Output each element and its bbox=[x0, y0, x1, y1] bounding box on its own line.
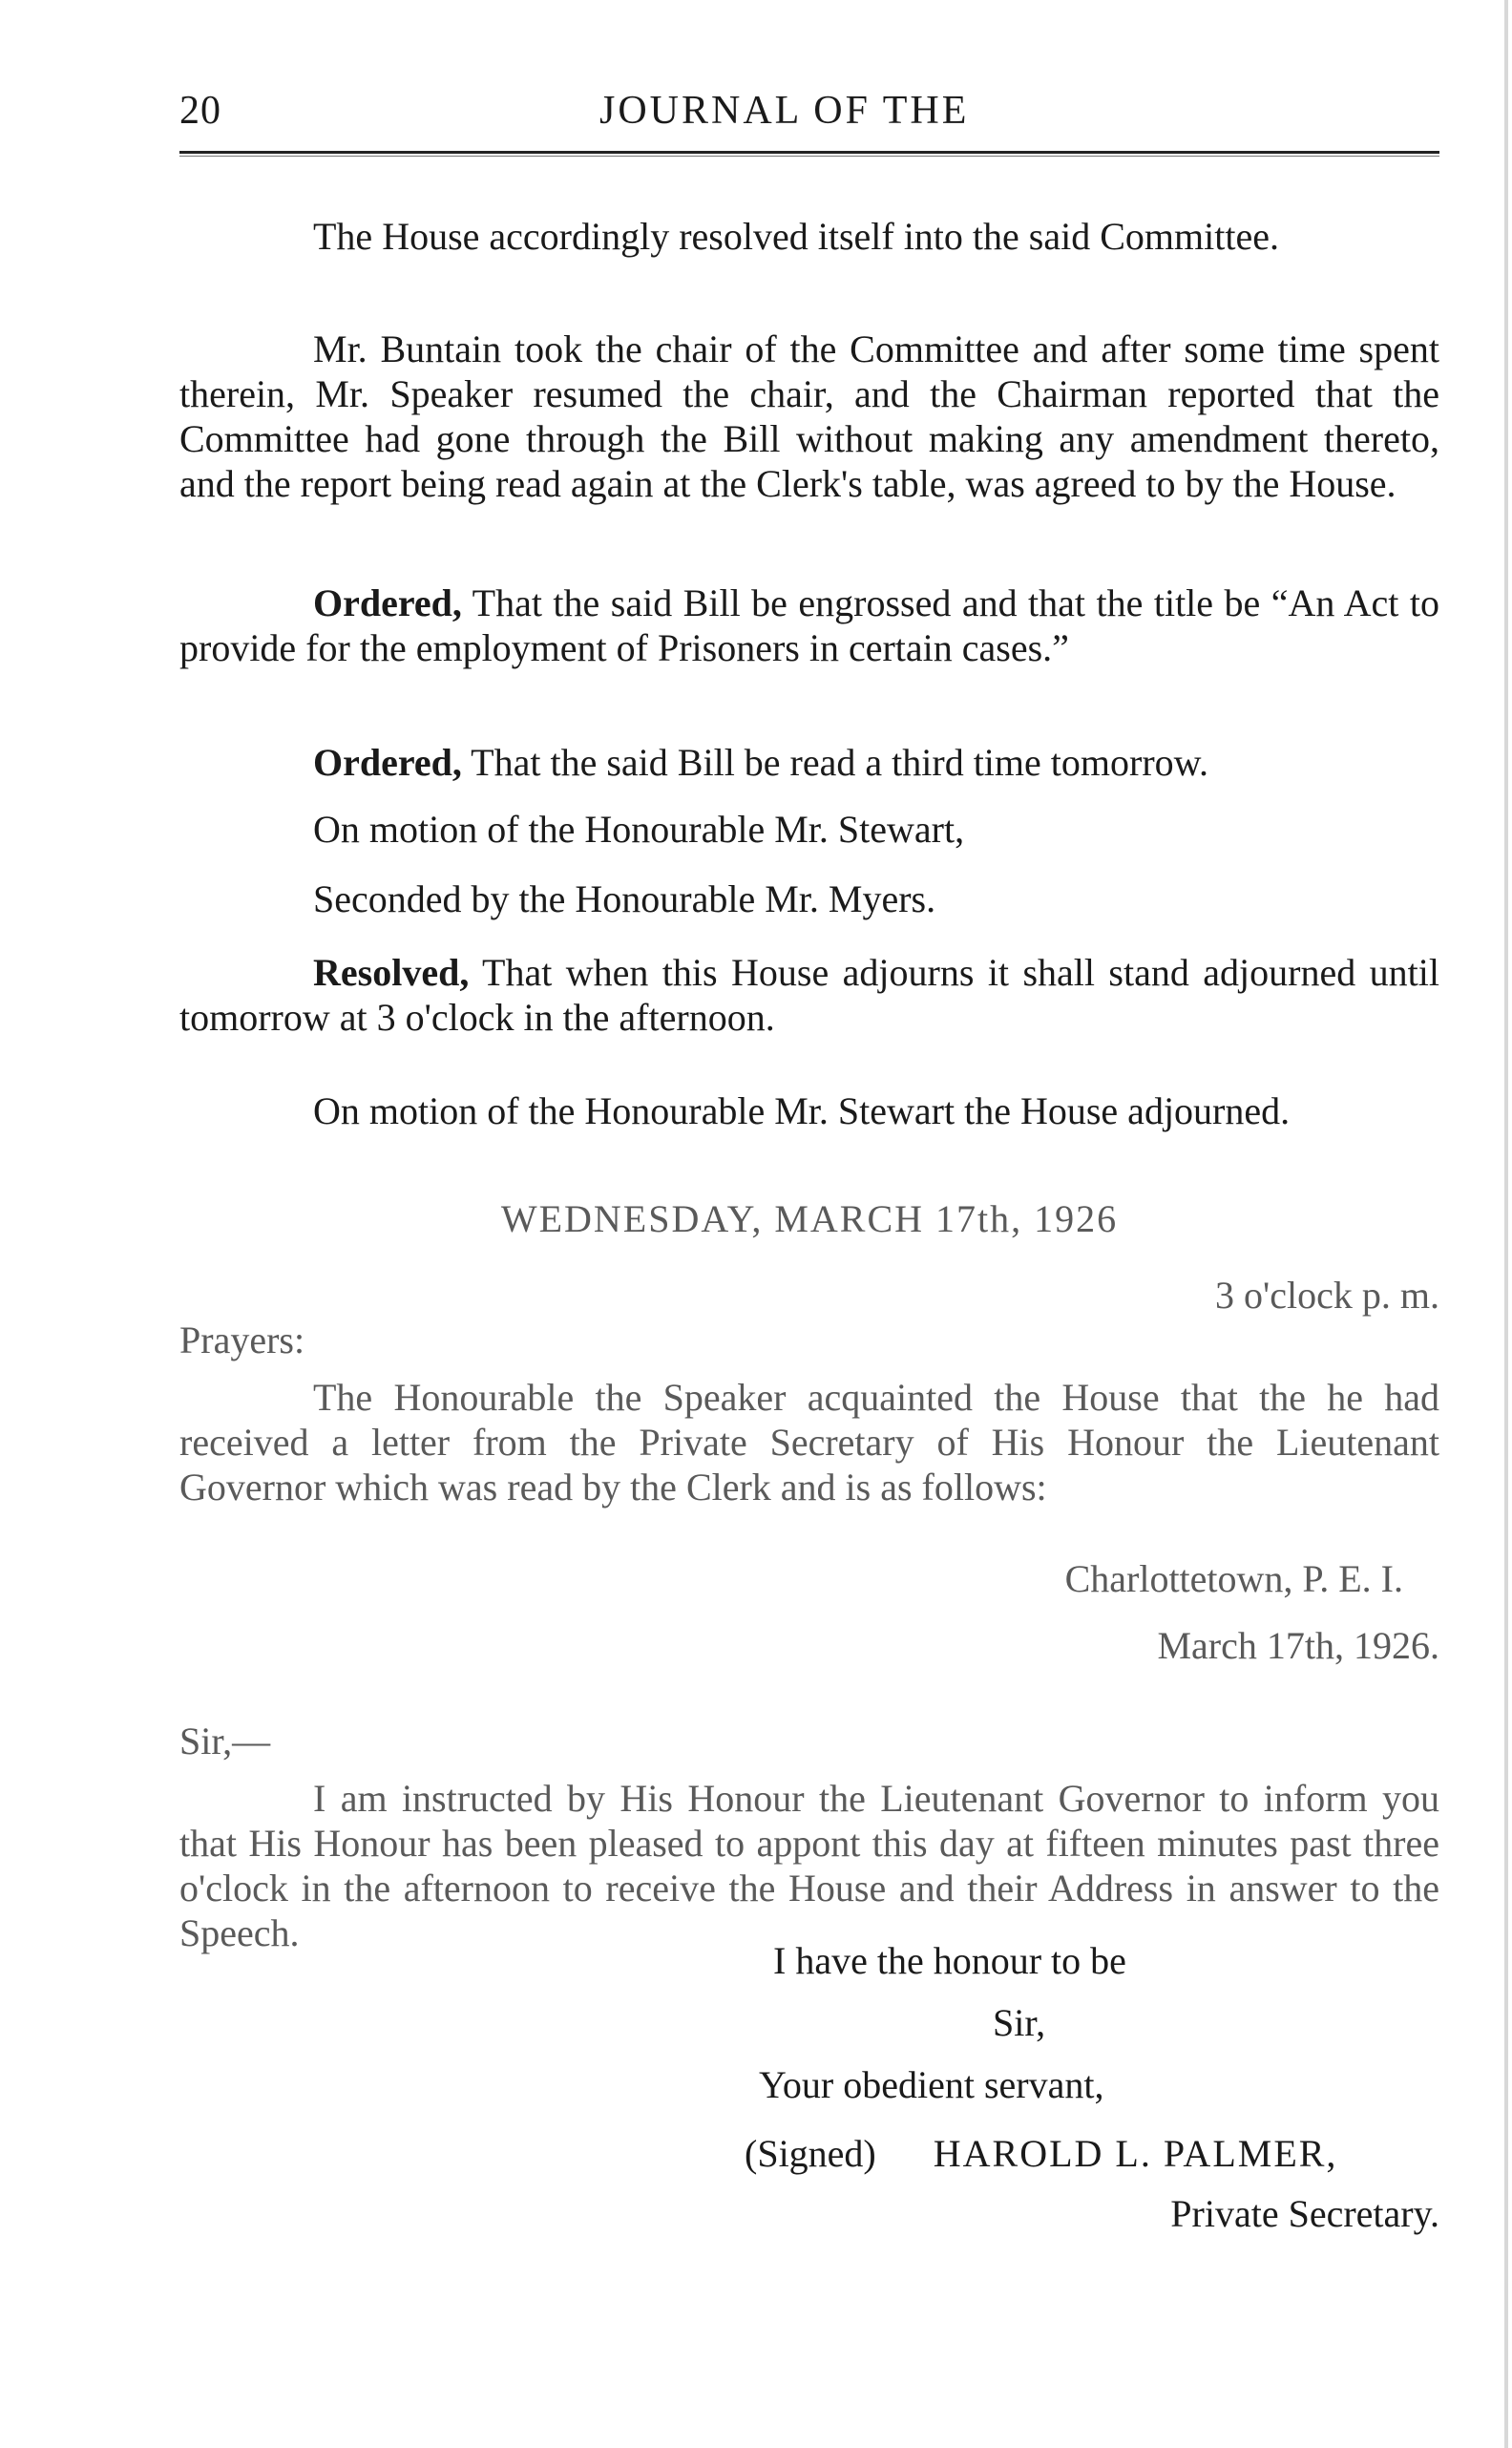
signer-title: Private Secretary. bbox=[1170, 2192, 1439, 2235]
paragraph-speaker-acquainted: The Honourable the Speaker acquainted the House that the he had received a letter from the Private Secretary of His Honour the Lieutenant Governor which was read by the Clerk and is as follows: bbox=[179, 1376, 1439, 1509]
seconded-line: Seconded by the Honourable Mr. Myers. bbox=[313, 877, 936, 920]
scan-edge bbox=[1504, 0, 1508, 2448]
letter-closing-servant: Your obedient servant, bbox=[759, 2063, 1104, 2106]
paragraph-resolved bbox=[179, 950, 1439, 1040]
page-header bbox=[179, 88, 1439, 145]
ordered-lead-2: Ordered, bbox=[313, 741, 462, 784]
page-number: 20 bbox=[179, 89, 221, 133]
header-rule-thin bbox=[179, 156, 1439, 157]
paragraph-ordered-title bbox=[179, 580, 1439, 670]
letter-body: I am instructed by His Honour the Lieutenant Governor to inform you that His Honour has been pleased to appont this day at fifteen minutes past three o'clock in the afternoon to receive the House and their Address in answer to the Speech. bbox=[179, 1777, 1439, 1954]
signed-label: (Signed) bbox=[745, 2132, 876, 2175]
letter-salutation: Sir,— bbox=[179, 1720, 271, 1762]
ordered-third-reading-text: That the said Bill be read a third time tomorrow. bbox=[461, 741, 1208, 784]
prayers-label: Prayers: bbox=[179, 1319, 305, 1361]
paragraph-adjourned: On motion of the Honourable Mr. Stewart the House adjourned. bbox=[313, 1089, 1291, 1132]
sitting-date-heading: WEDNESDAY, MARCH 17th, 1926 bbox=[500, 1197, 1119, 1240]
paragraph-committee: The House accordingly resolved itself into the said Committee. bbox=[313, 215, 1279, 258]
letter-place: Charlottetown, P. E. I. bbox=[1064, 1557, 1403, 1600]
signer-name: HAROLD L. PALMER, bbox=[933, 2132, 1338, 2175]
resolved-lead: Resolved, bbox=[313, 951, 470, 994]
ordered-lead: Ordered, bbox=[313, 581, 462, 624]
header-rule bbox=[179, 151, 1439, 154]
resolved-text: That when this House adjourns it shall stand adjourned until tomorrow at 3 o'clock in the afternoon. bbox=[179, 951, 1439, 1039]
sitting-time: 3 o'clock p. m. bbox=[1215, 1274, 1439, 1317]
paragraph-ordered-third-reading bbox=[313, 740, 1208, 785]
running-head: JOURNAL OF THE bbox=[599, 89, 970, 133]
paragraph-buntain: Mr. Buntain took the chair of the Committee and after some time spent therein, Mr. Speaker resumed the chair, and the Chairman reported that the Committee had gone through the Bill without making any amendment thereto, and the report being read again at the Clerk's table, was agreed to by the House. bbox=[179, 327, 1439, 505]
ordered-title-text: That the said Bill be engrossed and that the title be “An Act to provide for the employment of Prisoners in certain cases.” bbox=[179, 581, 1439, 669]
letter-signature-line bbox=[745, 2131, 1337, 2176]
letter-closing-sir: Sir, bbox=[993, 2001, 1046, 2044]
motion-line: On motion of the Honourable Mr. Stewart, bbox=[313, 808, 965, 851]
letter-closing-honour: I have the honour to be bbox=[773, 1939, 1126, 1982]
letter-date: March 17th, 1926. bbox=[1157, 1624, 1439, 1667]
